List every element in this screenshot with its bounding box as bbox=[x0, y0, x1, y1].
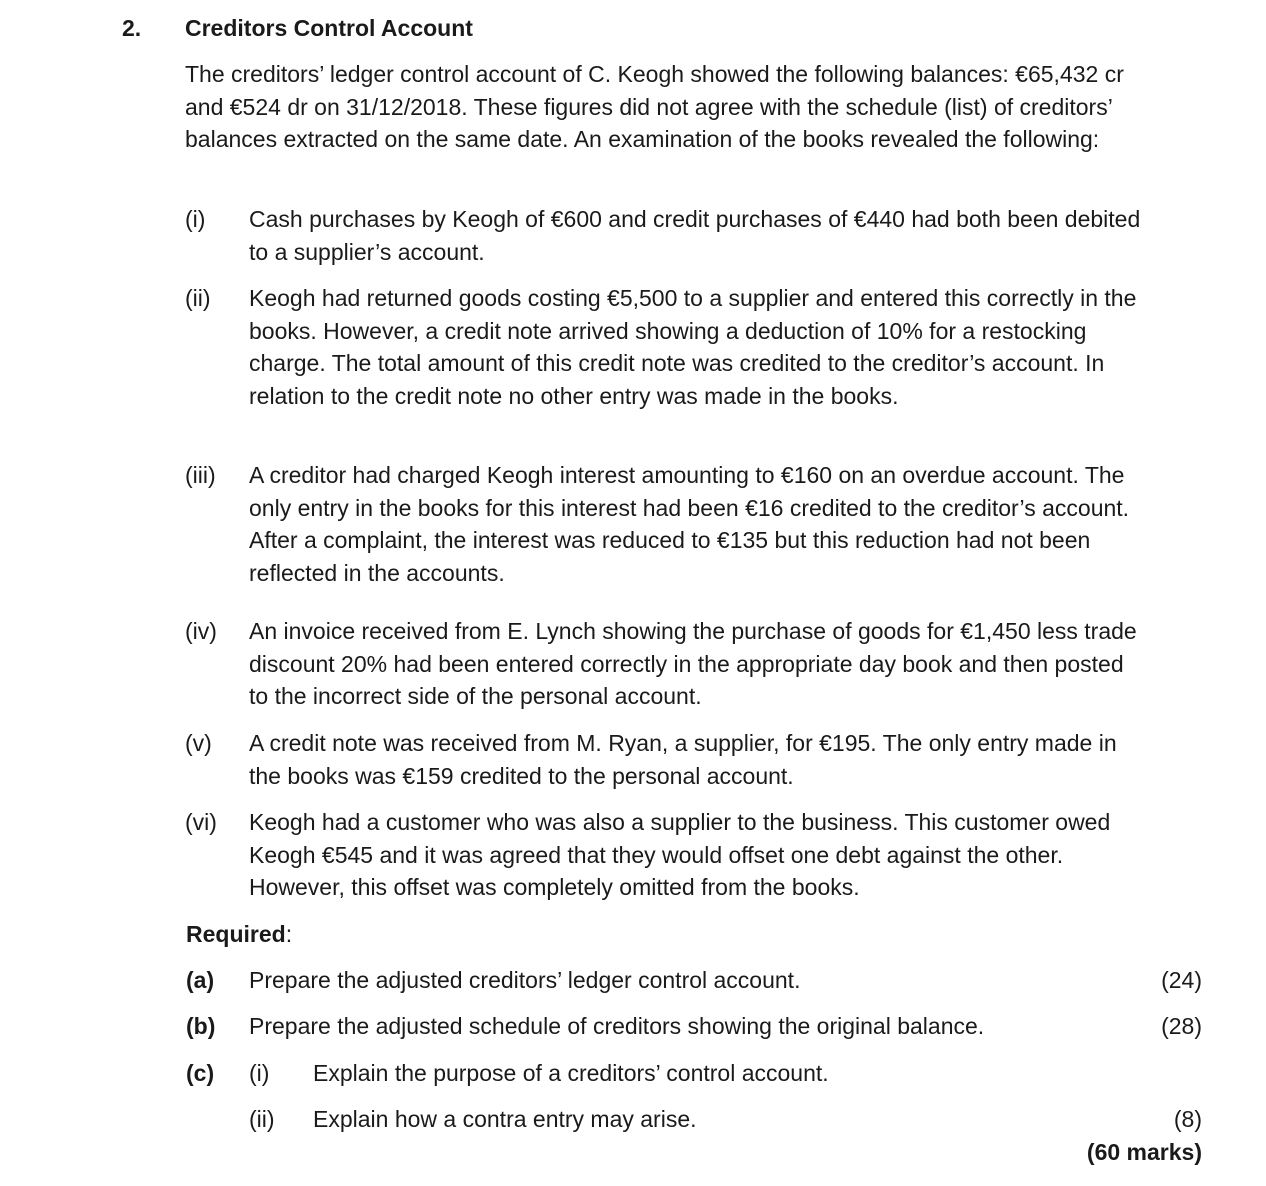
question-number: 2. bbox=[122, 15, 142, 41]
subpart-text: Explain the purpose of a creditors’ control account. bbox=[313, 1060, 829, 1086]
part-text: Prepare the adjusted creditors’ ledger control account. bbox=[249, 967, 801, 993]
required-colon: : bbox=[285, 921, 293, 947]
item-label: (ii) bbox=[185, 285, 211, 311]
item-label: (iii) bbox=[185, 462, 216, 488]
question-title: Creditors Control Account bbox=[185, 15, 473, 41]
item-text: Cash purchases by Keogh of €600 and credit purchases of €440 had both been debited to a supplier’s account. bbox=[249, 206, 1141, 265]
part-label: (a) bbox=[186, 967, 215, 993]
required-heading bbox=[186, 918, 292, 950]
question-intro: The creditors’ ledger control account of C. Keogh showed the following balances: €65,432 cr and €524 dr on 31/12/2018. These figures did not agree with the schedule (list) of creditors’ balances extracted on the same date. An examination of the books revealed the following: bbox=[185, 61, 1124, 153]
item-text: A credit note was received from M. Ryan, a supplier, for €195. The only entry made in the books was €159 credited to the personal account. bbox=[249, 730, 1117, 789]
part-marks: (28) bbox=[1161, 1013, 1202, 1039]
part-marks: (8) bbox=[1173, 1106, 1202, 1132]
part-label: (b) bbox=[186, 1013, 216, 1039]
item-text: Keogh had returned goods costing €5,500 to a supplier and entered this correctly in the books. However, a credit note arrived showing a deduction of 10% for a restocking charge. The total amount of this credit note was credited to the creditor’s account. In relation to the credit note no other entry was made in the books. bbox=[249, 285, 1137, 410]
part-label: (c) bbox=[186, 1060, 215, 1086]
item-label: (v) bbox=[185, 730, 212, 756]
total-marks: (60 marks) bbox=[1086, 1139, 1202, 1165]
part-marks: (24) bbox=[1161, 967, 1202, 993]
required-label: Required bbox=[186, 921, 286, 947]
part-text: Prepare the adjusted schedule of creditors showing the original balance. bbox=[249, 1013, 985, 1039]
subpart-label: (i) bbox=[249, 1060, 270, 1086]
item-label: (iv) bbox=[185, 618, 217, 644]
subpart-label: (ii) bbox=[249, 1106, 275, 1132]
item-text: A creditor had charged Keogh interest amounting to €160 on an overdue account. The only entry in the books for this interest had been €16 credited to the creditor’s account. After a complaint, the interest was reduced to €135 but this reduction had not been reflected in the accounts. bbox=[249, 462, 1130, 587]
subpart-text: Explain how a contra entry may arise. bbox=[313, 1106, 697, 1132]
item-label: (vi) bbox=[185, 809, 217, 835]
item-label: (i) bbox=[185, 206, 206, 232]
item-text: Keogh had a customer who was also a supplier to the business. This customer owed Keogh €545 and it was agreed that they would offset one debt against the other. However, this offset was completely omitted from the books. bbox=[249, 809, 1111, 901]
item-text: An invoice received from E. Lynch showing the purchase of goods for €1,450 less trade discount 20% had been entered correctly in the appropriate day book and then posted to the incorrect side of the personal account. bbox=[249, 618, 1137, 710]
